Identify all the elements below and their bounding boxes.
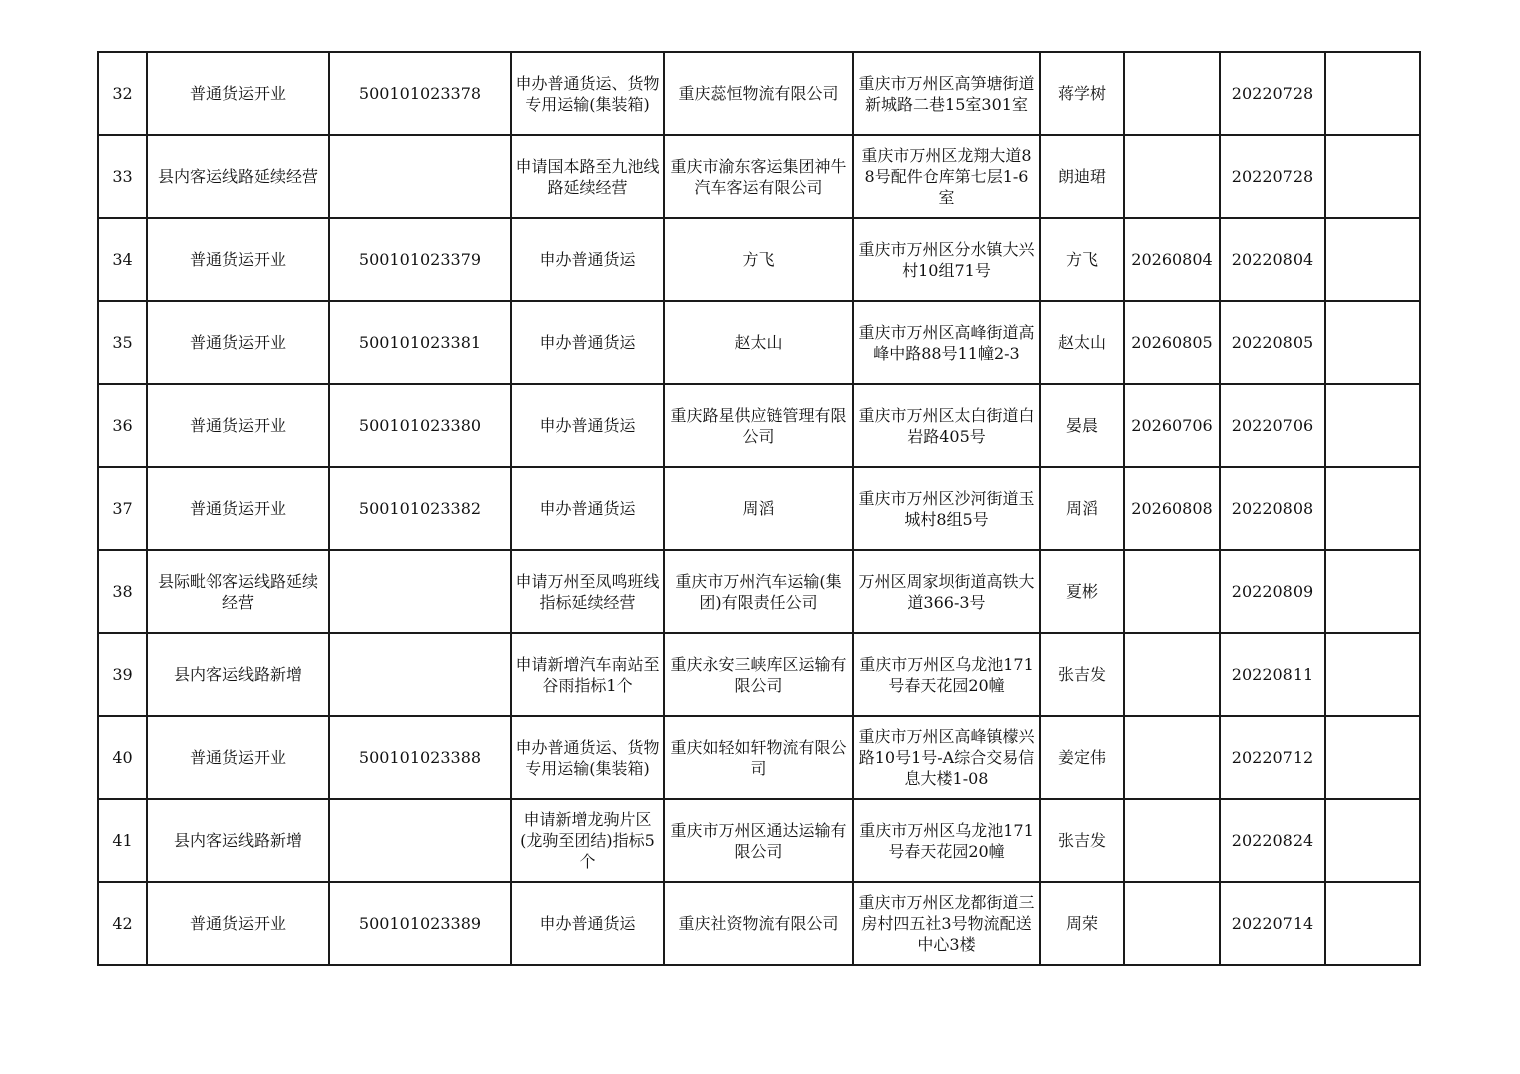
permit-type-cell: 普通货运开业	[147, 716, 329, 799]
row-number-cell: 40	[98, 716, 147, 799]
applicant-name-cell: 赵太山	[664, 301, 853, 384]
license-number-cell	[329, 550, 511, 633]
application-matter-cell: 申办普通货运	[511, 218, 664, 301]
table-row	[98, 467, 1420, 550]
address-cell: 重庆市万州区高峰镇檬兴路10号1号-A综合交易信息大楼1-08	[853, 716, 1040, 799]
approval-date-cell: 20220824	[1220, 799, 1325, 882]
approval-date-cell: 20220808	[1220, 467, 1325, 550]
license-number-cell: 500101023388	[329, 716, 511, 799]
expiry-date-cell: 20260808	[1124, 467, 1220, 550]
expiry-date-cell	[1124, 633, 1220, 716]
contact-person-cell: 周荣	[1040, 882, 1124, 965]
application-matter-cell: 申办普通货运	[511, 467, 664, 550]
application-matter-cell: 申请万州至凤鸣班线指标延续经营	[511, 550, 664, 633]
approval-date-cell: 20220811	[1220, 633, 1325, 716]
table-row	[98, 799, 1420, 882]
application-matter-cell: 申请新增龙驹片区(龙驹至团结)指标5个	[511, 799, 664, 882]
permit-type-cell: 县际毗邻客运线路延续经营	[147, 550, 329, 633]
contact-person-cell: 张吉发	[1040, 633, 1124, 716]
contact-person-cell: 蒋学树	[1040, 52, 1124, 135]
remark-cell	[1325, 633, 1420, 716]
license-number-cell	[329, 633, 511, 716]
license-number-cell: 500101023380	[329, 384, 511, 467]
address-cell: 重庆市万州区乌龙池171号春天花园20幢	[853, 633, 1040, 716]
remark-cell	[1325, 550, 1420, 633]
application-matter-cell: 申办普通货运、货物专用运输(集装箱)	[511, 52, 664, 135]
license-number-cell: 500101023378	[329, 52, 511, 135]
approval-date-cell: 20220728	[1220, 135, 1325, 218]
license-number-cell: 500101023381	[329, 301, 511, 384]
table-row	[98, 550, 1420, 633]
remark-cell	[1325, 135, 1420, 218]
expiry-date-cell	[1124, 52, 1220, 135]
approval-date-cell: 20220804	[1220, 218, 1325, 301]
table-row	[98, 716, 1420, 799]
permit-type-cell: 普通货运开业	[147, 52, 329, 135]
address-cell: 重庆市万州区太白街道白岩路405号	[853, 384, 1040, 467]
applicant-name-cell: 重庆路星供应链管理有限公司	[664, 384, 853, 467]
applicant-name-cell: 重庆市万州区通达运输有限公司	[664, 799, 853, 882]
applicant-name-cell: 重庆市渝东客运集团神牛汽车客运有限公司	[664, 135, 853, 218]
contact-person-cell: 周滔	[1040, 467, 1124, 550]
row-number-cell: 34	[98, 218, 147, 301]
address-cell: 重庆市万州区高峰街道高峰中路88号11幢2-3	[853, 301, 1040, 384]
table-row	[98, 384, 1420, 467]
permit-type-cell: 普通货运开业	[147, 384, 329, 467]
contact-person-cell: 方飞	[1040, 218, 1124, 301]
application-matter-cell: 申办普通货运	[511, 384, 664, 467]
permit-type-cell: 县内客运线路新增	[147, 799, 329, 882]
remark-cell	[1325, 52, 1420, 135]
license-number-cell	[329, 135, 511, 218]
contact-person-cell: 张吉发	[1040, 799, 1124, 882]
application-matter-cell: 申办普通货运、货物专用运输(集装箱)	[511, 716, 664, 799]
application-matter-cell: 申请国本路至九池线路延续经营	[511, 135, 664, 218]
expiry-date-cell	[1124, 550, 1220, 633]
expiry-date-cell: 20260804	[1124, 218, 1220, 301]
address-cell: 重庆市万州区分水镇大兴村10组71号	[853, 218, 1040, 301]
approval-date-cell: 20220728	[1220, 52, 1325, 135]
applicant-name-cell: 方飞	[664, 218, 853, 301]
table-row	[98, 135, 1420, 218]
applicant-name-cell: 重庆市万州汽车运输(集团)有限责任公司	[664, 550, 853, 633]
table-row	[98, 882, 1420, 965]
row-number-cell: 42	[98, 882, 147, 965]
expiry-date-cell: 20260805	[1124, 301, 1220, 384]
permit-type-cell: 县内客运线路延续经营	[147, 135, 329, 218]
permit-type-cell: 普通货运开业	[147, 301, 329, 384]
table-row	[98, 52, 1420, 135]
remark-cell	[1325, 716, 1420, 799]
expiry-date-cell	[1124, 716, 1220, 799]
address-cell: 重庆市万州区沙河街道玉城村8组5号	[853, 467, 1040, 550]
application-matter-cell: 申办普通货运	[511, 882, 664, 965]
remark-cell	[1325, 882, 1420, 965]
remark-cell	[1325, 467, 1420, 550]
license-number-cell	[329, 799, 511, 882]
approval-date-cell: 20220805	[1220, 301, 1325, 384]
record-table	[97, 51, 1421, 966]
address-cell: 万州区周家坝街道高铁大道366-3号	[853, 550, 1040, 633]
expiry-date-cell	[1124, 799, 1220, 882]
applicant-name-cell: 重庆如轻如轩物流有限公司	[664, 716, 853, 799]
row-number-cell: 38	[98, 550, 147, 633]
applicant-name-cell: 周滔	[664, 467, 853, 550]
approval-date-cell: 20220809	[1220, 550, 1325, 633]
remark-cell	[1325, 384, 1420, 467]
permit-type-cell: 县内客运线路新增	[147, 633, 329, 716]
table-row	[98, 633, 1420, 716]
contact-person-cell: 赵太山	[1040, 301, 1124, 384]
license-number-cell: 500101023382	[329, 467, 511, 550]
permit-type-cell: 普通货运开业	[147, 467, 329, 550]
license-number-cell: 500101023389	[329, 882, 511, 965]
address-cell: 重庆市万州区乌龙池171号春天花园20幢	[853, 799, 1040, 882]
record-table-page	[97, 51, 1419, 966]
table-row	[98, 301, 1420, 384]
row-number-cell: 35	[98, 301, 147, 384]
row-number-cell: 39	[98, 633, 147, 716]
contact-person-cell: 夏彬	[1040, 550, 1124, 633]
row-number-cell: 32	[98, 52, 147, 135]
expiry-date-cell	[1124, 882, 1220, 965]
address-cell: 重庆市万州区龙都街道三房村四五社3号物流配送中心3楼	[853, 882, 1040, 965]
approval-date-cell: 20220712	[1220, 716, 1325, 799]
applicant-name-cell: 重庆永安三峡库区运输有限公司	[664, 633, 853, 716]
applicant-name-cell: 重庆社资物流有限公司	[664, 882, 853, 965]
expiry-date-cell: 20260706	[1124, 384, 1220, 467]
table-row	[98, 218, 1420, 301]
address-cell: 重庆市万州区龙翔大道88号配件仓库第七层1-6室	[853, 135, 1040, 218]
remark-cell	[1325, 799, 1420, 882]
approval-date-cell: 20220714	[1220, 882, 1325, 965]
license-number-cell: 500101023379	[329, 218, 511, 301]
permit-type-cell: 普通货运开业	[147, 882, 329, 965]
row-number-cell: 36	[98, 384, 147, 467]
address-cell: 重庆市万州区高笋塘街道新城路二巷15室301室	[853, 52, 1040, 135]
row-number-cell: 33	[98, 135, 147, 218]
row-number-cell: 41	[98, 799, 147, 882]
permit-type-cell: 普通货运开业	[147, 218, 329, 301]
applicant-name-cell: 重庆蕊恒物流有限公司	[664, 52, 853, 135]
row-number-cell: 37	[98, 467, 147, 550]
contact-person-cell: 姜定伟	[1040, 716, 1124, 799]
contact-person-cell: 晏晨	[1040, 384, 1124, 467]
application-matter-cell: 申请新增汽车南站至谷雨指标1个	[511, 633, 664, 716]
remark-cell	[1325, 218, 1420, 301]
table-body	[98, 52, 1420, 965]
remark-cell	[1325, 301, 1420, 384]
contact-person-cell: 朗迪珺	[1040, 135, 1124, 218]
approval-date-cell: 20220706	[1220, 384, 1325, 467]
expiry-date-cell	[1124, 135, 1220, 218]
application-matter-cell: 申办普通货运	[511, 301, 664, 384]
